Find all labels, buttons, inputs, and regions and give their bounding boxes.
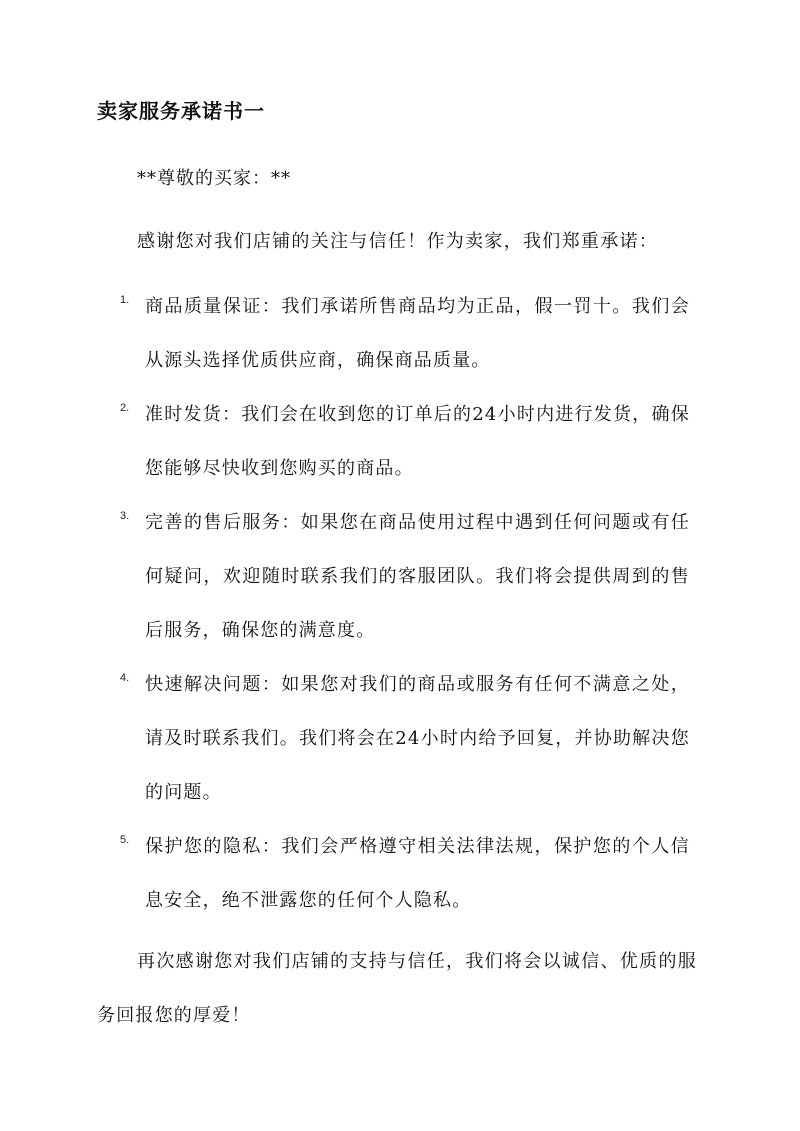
document-title: 卖家服务承诺书一 bbox=[97, 99, 265, 123]
list-item-number: 2. bbox=[120, 402, 130, 414]
list-item-text: 快速解决问题：如果您对我们的商品或服务有任何不满意之处，请及时联系我们。我们将会在24小时内给予回复，并协助解决您的问题。 bbox=[145, 674, 690, 803]
intro-paragraph: 感谢您对我们店铺的关注与信任！作为卖家，我们郑重承诺： bbox=[137, 231, 659, 252]
list-item-text: 商品质量保证：我们承诺所售商品均为正品，假一罚十。我们会从源头选择优质供应商，确保商品质量。 bbox=[145, 296, 690, 371]
list-item-text: 保护您的隐私：我们会严格遵守相关法律法规，保护您的个人信息安全，绝不泄露您的任何个人隐私。 bbox=[145, 836, 690, 911]
closing-paragraph: 再次感谢您对我们店铺的支持与信任，我们将会以诚信、优质的服务回报您的厚爱！ bbox=[97, 951, 697, 1026]
list-item-text: 完善的售后服务：如果您在商品使用过程中遇到任何问题或有任何疑问，欢迎随时联系我们的客服团队。我们将会提供周到的售后服务，确保您的满意度。 bbox=[145, 512, 690, 641]
list-item-number: 5. bbox=[120, 834, 130, 846]
list-item-text: 准时发货：我们会在收到您的订单后的24小时内进行发货，确保您能够尽快收到您购买的商品。 bbox=[145, 404, 690, 479]
list-item-number: 3. bbox=[120, 510, 130, 522]
salutation: **尊敬的买家：** bbox=[137, 168, 291, 189]
list-item-number: 1. bbox=[120, 294, 130, 306]
list-item-number: 4. bbox=[120, 672, 130, 684]
